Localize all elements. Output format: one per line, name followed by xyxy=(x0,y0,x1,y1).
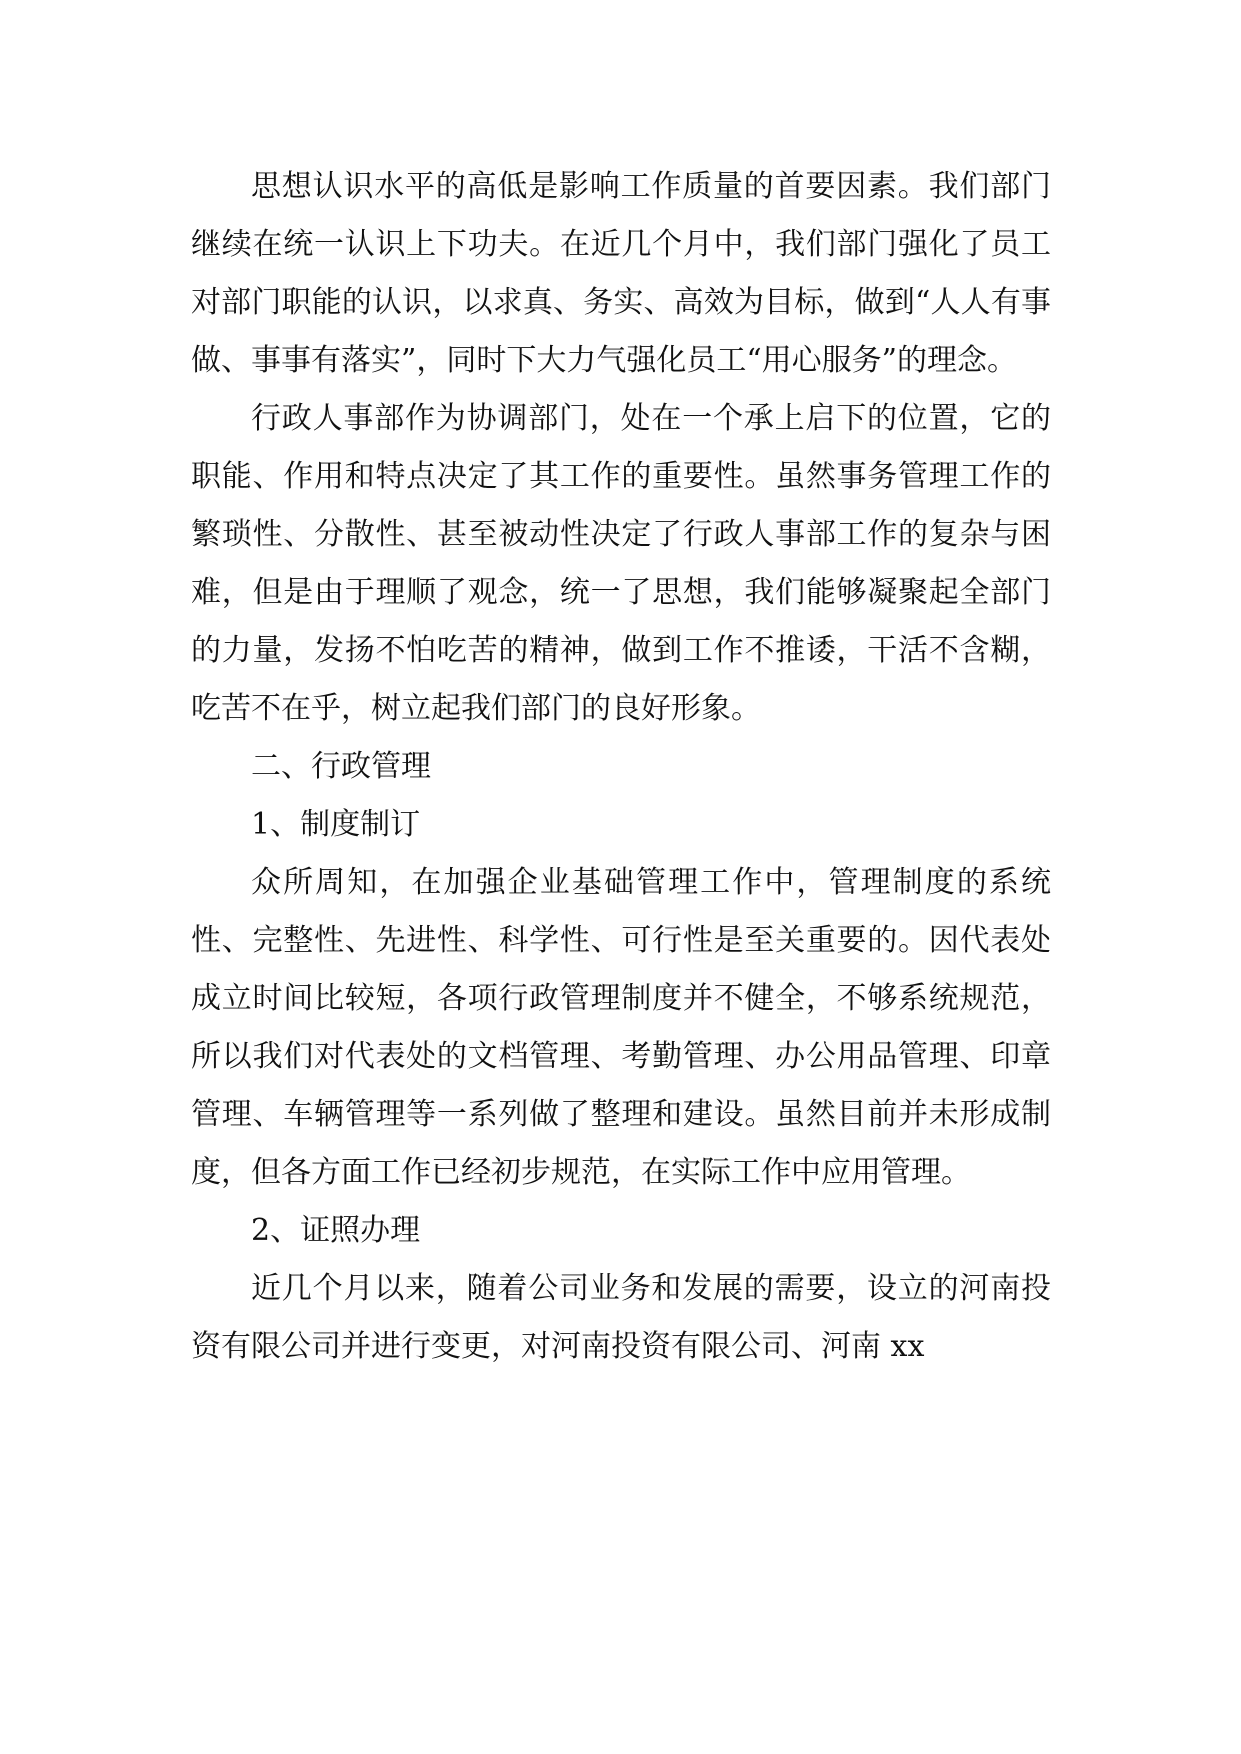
paragraph-rules: 众所周知，在加强企业基础管理工作中，管理制度的系统性、完整性、先进性、科学性、可行性是至关重要的。因代表处成立时间比较短，各项行政管理制度并不健全，不够系统规范，所以我们对代表处的文档管理、考勤管理、办公用品管理、印章管理、车辆管理等一系列做了整理和建设。虽然目前并未形成制度，但各方面工作已经初步规范，在实际工作中应用管理。 xyxy=(191,865,1051,1190)
section-heading-admin: 二、行政管理 xyxy=(251,749,431,784)
paragraph-thinking: 思想认识水平的高低是影响工作质量的首要因素。我们部门继续在统一认识上下功夫。在近几个月中，我们部门强化了员工对部门职能的认识，以求真、务实、高效为目标，做到“人人有事做、事事有落实”，同时下大力气强化员工“用心服务”的理念。 xyxy=(191,169,1051,378)
paragraph-department-role: 行政人事部作为协调部门，处在一个承上启下的位置，它的职能、作用和特点决定了其工作的重要性。虽然事务管理工作的繁琐性、分散性、甚至被动性决定了行政人事部工作的复杂与困难，但是由于理顺了观念，统一了思想，我们能够凝聚起全部门的力量，发扬不怕吃苦的精神，做到工作不推诿，干活不含糊，吃苦不在乎，树立起我们部门的良好形象。 xyxy=(191,401,1051,726)
paragraph-licenses: 近几个月以来，随着公司业务和发展的需要，设立的河南投资有限公司并进行变更，对河南投资有限公司、河南 xx xyxy=(191,1271,1051,1364)
subheading-rules: 1、制度制订 xyxy=(251,807,421,842)
document-body xyxy=(191,158,1051,1376)
subheading-licenses: 2、证照办理 xyxy=(251,1213,421,1248)
